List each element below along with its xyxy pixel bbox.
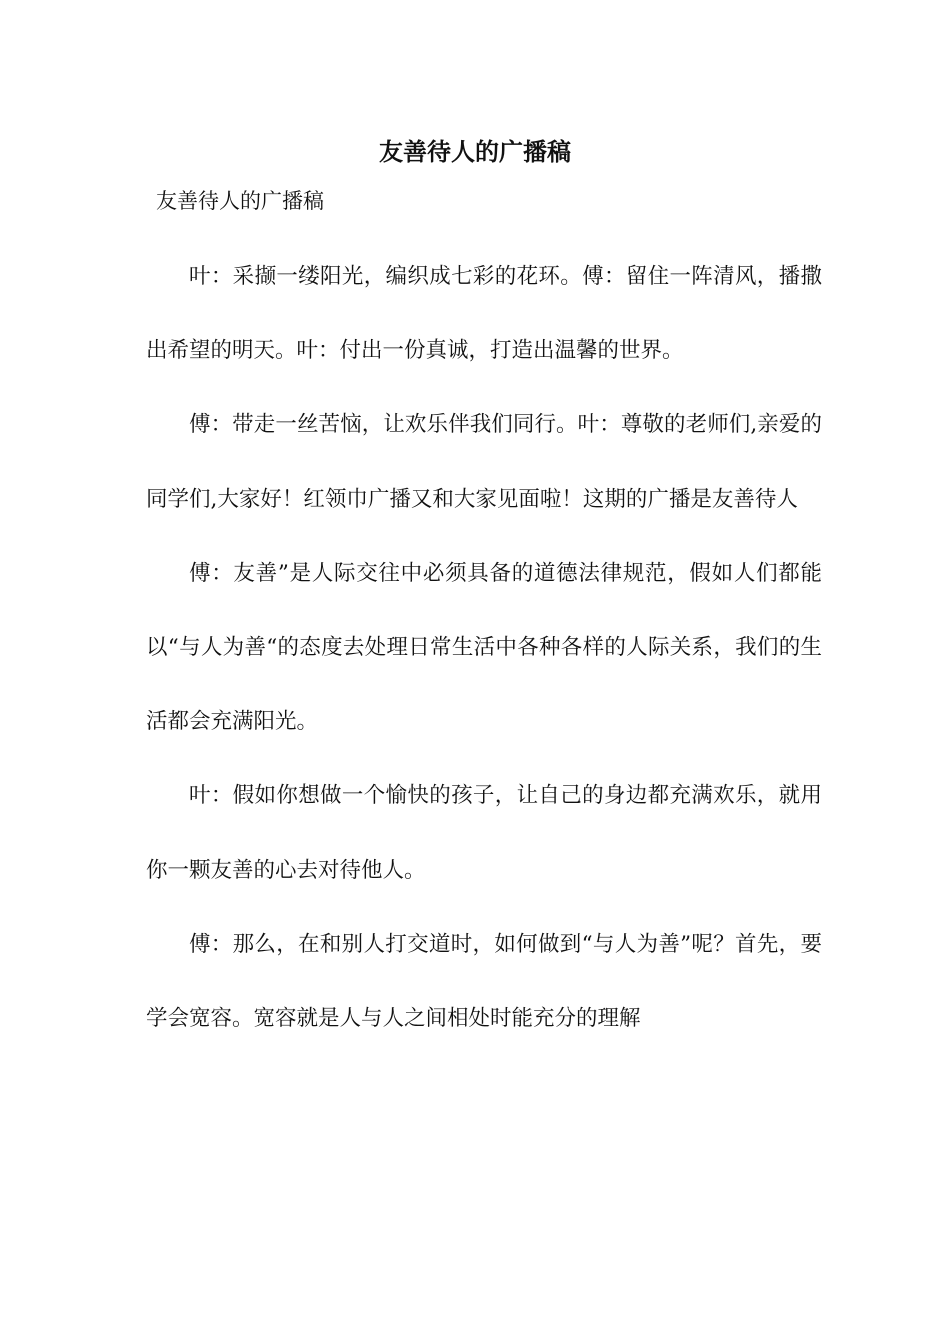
document-body	[146, 240, 822, 1056]
paragraph: 傅：带走一丝苦恼，让欢乐伴我们同行。叶：尊敬的老师们,亲爱的同学们,大家好！红领巾广播又和大家见面啦！这期的广播是友善待人	[146, 412, 822, 512]
paragraph: 傅：那么，在和别人打交道时，如何做到“与人为善”呢？首先，要学会宽容。宽容就是人与人之间相处时能充分的理解	[146, 931, 822, 1032]
paragraph: 叶：假如你想做一个愉快的孩子，让自己的身边都充满欢乐，就用你一颗友善的心去对待他人。	[146, 783, 822, 883]
document-subtitle: 友善待人的广播稿	[156, 189, 324, 213]
paragraph: 傅：友善”是人际交往中必须具备的道德法律规范，假如人们都能以“与人为善“的态度去处理日常生活中各种各样的人际关系，我们的生活都会充满阳光。	[146, 560, 822, 735]
document-title: 友善待人的广播稿	[379, 137, 571, 166]
paragraph: 叶：采撷一缕阳光，编织成七彩的花环。傅：留住一阵清风，播撒出希望的明天。叶：付出一份真诚，打造出温馨的世界。	[146, 264, 822, 364]
